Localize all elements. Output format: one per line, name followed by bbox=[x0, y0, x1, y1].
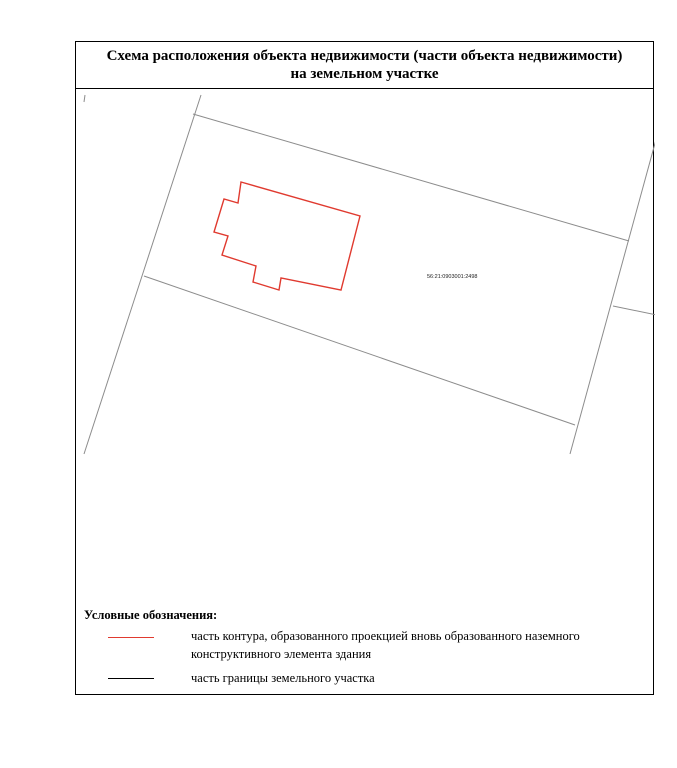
legend-building-contour-line-2: конструктивного элемента здания bbox=[191, 647, 372, 661]
legend-black-line-sample bbox=[108, 678, 154, 679]
legend-building-contour-line-1: часть контура, образованного проекцией вновь образованного наземного bbox=[191, 629, 580, 643]
parcel-boundary-left bbox=[84, 95, 201, 454]
scheme-title-line-2: на земельном участке bbox=[290, 66, 439, 82]
cadastral-map bbox=[76, 42, 655, 602]
parcel-cadastral-number: 56:21:0903001:2498 bbox=[427, 274, 478, 280]
legend-parcel-boundary-line-1: часть границы земельного участка bbox=[191, 671, 375, 685]
map-tick-mark bbox=[84, 95, 85, 102]
parcel-boundary-right bbox=[570, 136, 655, 454]
legend-red-line-sample bbox=[108, 637, 154, 638]
legend-parcel-boundary-text bbox=[191, 669, 611, 687]
parcel-boundary-middle bbox=[144, 276, 575, 425]
neighbour-boundary-right bbox=[613, 306, 655, 315]
scheme-title-line-1: Схема расположения объекта недвижимости (части объекта недвижимости) bbox=[106, 48, 623, 64]
building-contour bbox=[214, 182, 360, 290]
scheme-frame bbox=[75, 41, 654, 695]
parcel-boundaries bbox=[84, 95, 655, 454]
legend-title: Условные обозначения: bbox=[84, 608, 218, 622]
legend-building-contour-text bbox=[191, 627, 611, 663]
parcel-boundary-top bbox=[193, 114, 629, 241]
